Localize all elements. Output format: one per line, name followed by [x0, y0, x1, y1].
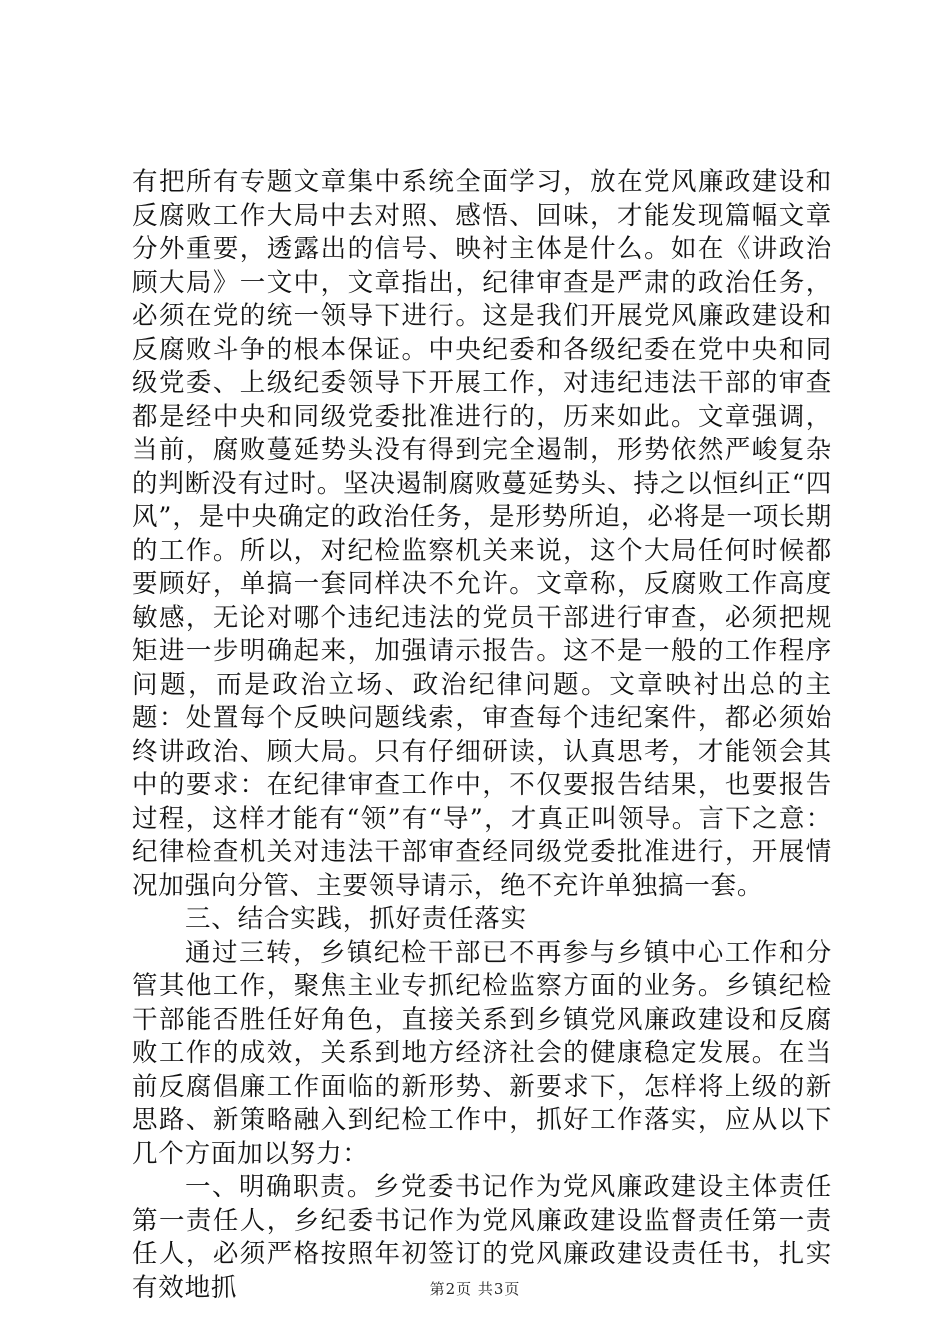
- section-heading: 三、结合实践，抓好责任落实: [185, 904, 527, 934]
- paragraph-body: 一、明确职责。乡党委书记作为党风廉政建设主体责任第一责任人，乡纪委书记作为党风廉政建设监督责任第一责任人，必须严格按照年初签订的党风廉政建设责任书，扎实有效地抓: [132, 1172, 832, 1303]
- page-number-footer: 第2页 共3页: [429, 1280, 521, 1298]
- document-body: [132, 166, 832, 1305]
- paragraph-body: 通过三转，乡镇纪检干部已不再参与乡镇中心工作和分管其他工作，聚焦主业专抓纪检监察方面的业务。乡镇纪检干部能否胜任好角色，直接关系到乡镇党风廉政建设和反腐败工作的成效，关系到地方经济社会的健康稳定发展。在当前反腐倡廉工作面临的新形势、新要求下，怎样将上级的新思路、新策略融入到纪检工作中，抓好工作落实，应从以下几个方面加以努力：: [132, 937, 832, 1169]
- paragraph-continuation: 有把所有专题文章集中系统全面学习，放在党风廉政建设和反腐败工作大局中去对照、感悟、回味，才能发现篇幅文章分外重要，透露出的信号、映衬主体是什么。如在《讲政治顾大局》一文中，文章指出，纪律审查是严肃的政治任务，必须在党的统一领导下进行。这是我们开展党风廉政建设和反腐败斗争的根本保证。中央纪委和各级纪委在党中央和同级党委、上级纪委领导下开展工作，对违纪违法干部的审查都是经中央和同级党委批准进行的，历来如此。文章强调，当前，腐败蔓延势头没有得到完全遏制，形势依然严峻复杂的判断没有过时。坚决遏制腐败蔓延势头、持之以恒纠正“四风”，是中央确定的政治任务，是形势所迫，必将是一项长期的工作。所以，对纪检监察机关来说，这个大局任何时候都要顾好，单搞一套同样决不允许。文章称，反腐败工作高度敏感，无论对哪个违纪违法的党员干部进行审查，必须把规矩进一步明确起来，加强请示报告。这不是一般的工作程序问题，而是政治立场、政治纪律问题。文章映衬出总的主题：处置每个反映问题线索，审查每个违纪案件，都必须始终讲政治、顾大局。只有仔细研读，认真思考，才能领会其中的要求：在纪律审查工作中，不仅要报告结果，也要报告过程，这样才能有“领”有“导”，才真正叫领导。言下之意：纪律检查机关对违法干部审查经同级党委批准进行，开展情况加强向分管、主要领导请示，绝不充许单独搞一套。: [132, 167, 832, 901]
